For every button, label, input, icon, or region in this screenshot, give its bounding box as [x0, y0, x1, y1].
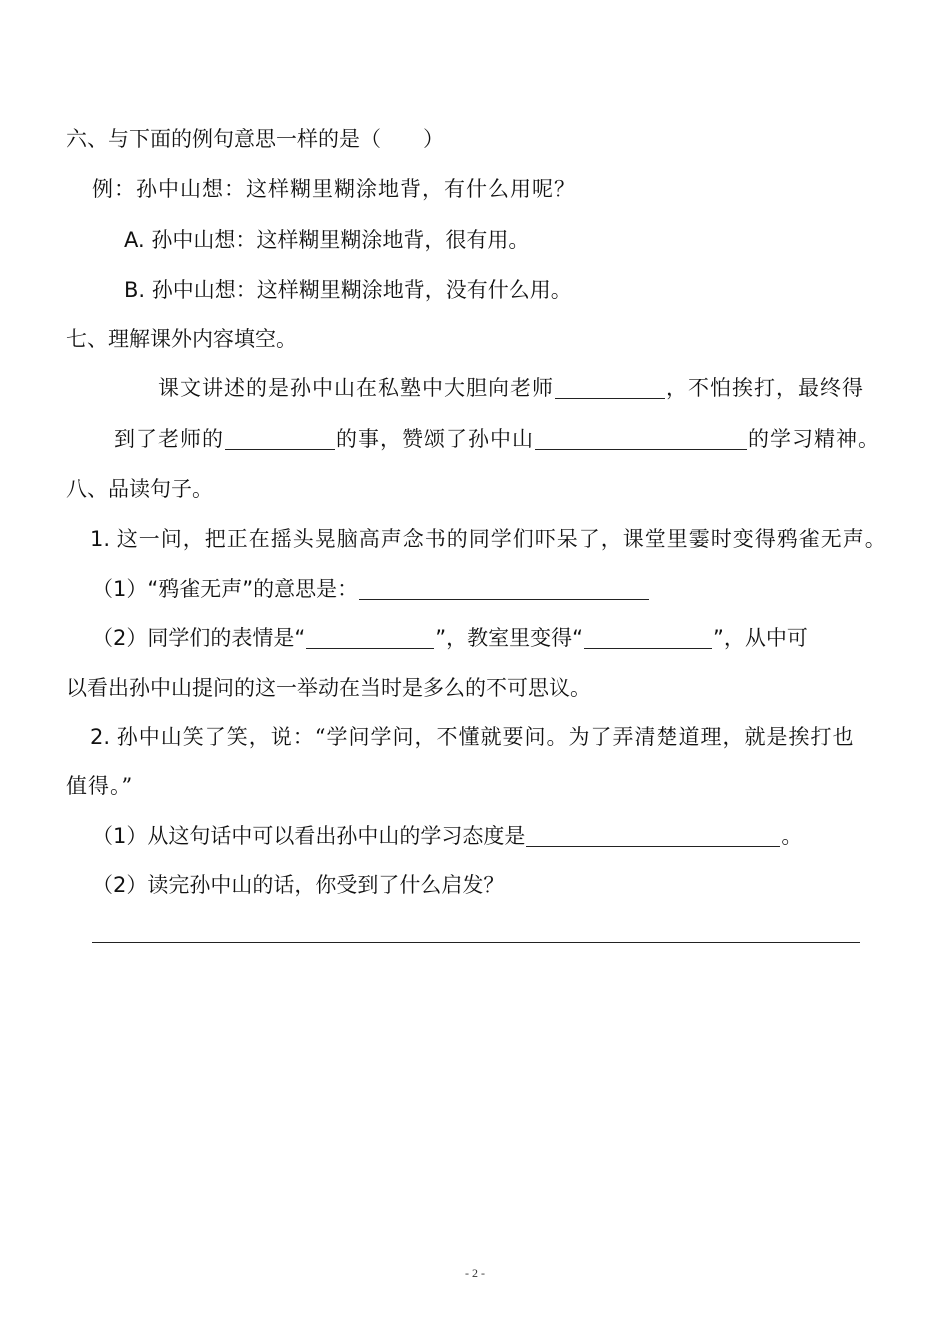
q1-sub2-continued: 以看出孙中山提问的这一举动在当时是多么的不可思议。: [66, 676, 591, 700]
section7-line2-text-b: 的事，赞颂了孙中山: [336, 427, 534, 451]
fill-blank-meaning[interactable]: [359, 577, 649, 600]
fill-blank-classroom[interactable]: [584, 626, 712, 649]
q1-sub2-text-c: ”，从中可: [713, 626, 808, 650]
fill-blank-spirit[interactable]: [535, 427, 747, 450]
q2-line: [90, 722, 854, 752]
section7-heading: 七、理解课外内容填空。: [66, 327, 297, 351]
q1-sub1-text: （1）“鸦雀无声”的意思是：: [92, 577, 359, 601]
section8-heading: 八、品读句子。: [66, 477, 213, 501]
fill-blank-attitude[interactable]: [526, 824, 780, 847]
section7-line1-text-a: 课文讲述的是孙中山在私塾中大胆向老师: [158, 376, 554, 400]
section6-example: 例：孙中山想：这样糊里糊涂地背，有什么用呢？: [92, 177, 576, 201]
q2-sub1-text-a: （1）从这句话中可以看出孙中山的学习态度是: [92, 824, 526, 848]
q1-sub2-text-b: ”，教室里变得“: [435, 626, 584, 650]
page-number: - 2 -: [465, 1266, 485, 1280]
fill-blank-ask[interactable]: [555, 376, 665, 399]
q1-sub1: [92, 574, 650, 604]
q1-text: 这一问，把正在摇头晃脑高声念书的同学们吓呆了，课堂里霎时变得鸦雀无声。: [116, 527, 887, 551]
section6-option-a: A. 孙中山想：这样糊里糊涂地背，很有用。: [124, 228, 530, 252]
fill-blank-expression[interactable]: [306, 626, 434, 649]
fill-blank-teacher[interactable]: [225, 427, 335, 450]
q1-sub2-text-a: （2）同学们的表情是“: [92, 626, 306, 650]
q2-sub1-text-b: 。: [781, 824, 803, 848]
q2-text: 孙中山笑了笑，说：“学问学问，不懂就要问。为了弄清楚道理，就是挨打也: [116, 725, 855, 749]
section7-line2-text-c: 的学习精神。: [748, 427, 880, 451]
q2-sub2: （2）读完孙中山的话，你受到了什么启发？: [92, 873, 505, 897]
section7-line1: [158, 373, 864, 403]
q1-number: 1.: [90, 527, 111, 551]
q2-number: 2.: [90, 725, 111, 749]
q1-sub2: [92, 623, 808, 653]
section7-line2-text-a: 到了老师的: [114, 427, 224, 451]
q2-text-continued: 值得。”: [66, 774, 134, 798]
section6-option-b: B. 孙中山想：这样糊里糊涂地背，没有什么用。: [124, 278, 572, 302]
section6-heading: 六、与下面的例句意思一样的是（ ）: [66, 127, 444, 151]
section7-line2: [114, 424, 880, 454]
section7-line1-text-b: ，不怕挨打，最终得: [666, 376, 864, 400]
q2-sub1: [92, 821, 802, 851]
answer-line[interactable]: [92, 942, 860, 943]
q1-line: [90, 524, 887, 554]
